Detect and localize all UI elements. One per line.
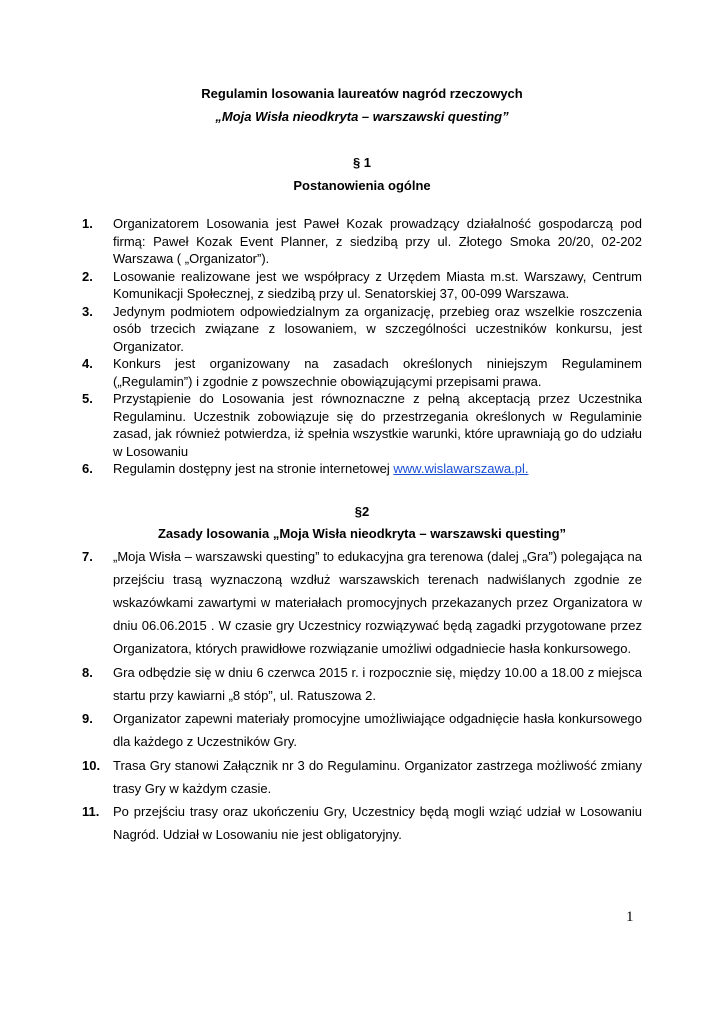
page-number: 1 [626,909,634,925]
item-number: 10. [82,757,101,773]
section-2-list [82,545,642,847]
item-text: Organizator zapewni materiały promocyjne umożliwiające odgadnięcie hasła konkursowego dla każdego z Uczestników Gry. [113,711,642,749]
item-text: Losowanie realizowane jest we współpracy z Urzędem Miasta m.st. Warszawy, Centrum Komunikacji Społecznej, z siedzibą przy ul. Senatorskiej 37, 00-099 Warszawa. [113,268,642,301]
item-text: Po przejściu trasy oraz ukończeniu Gry, Uczestnicy będą mogli wziąć udział w Losowaniu Nagród. Udział w Losowaniu nie jest obligatoryjny. [113,804,642,842]
item-number: 5. [82,391,93,406]
document-subtitle: „Moja Wisła nieodkryta – warszawski questing” [215,109,509,124]
list-item [82,545,642,660]
item-text: Przystąpienie do Losowania jest równoznaczne z pełną akceptacją przez Uczestnika Regulaminu. Uczestnik zobowiązuje się do przestrzegania określonych w Regulaminie zasad, jak również potwierdza, iż spełnia wszystkie warunki, które uprawniają go do udziału w Losowaniu [113,391,642,459]
item-text: Organizatorem Losowania jest Paweł Kozak prowadzący działalność gospodarczą pod firmą: Paweł Kozak Event Planner, z siedzibą przy ul. Złotego Smoka 20/20, 02-202 Warszawa ( „Organizator”). [113,216,642,266]
list-item [82,754,642,800]
website-link[interactable]: www.wislawarszawa.pl. [393,461,529,476]
item-text: Jedynym podmiotem odpowiedzialnym za organizację, przebieg oraz wszelkie roszczenia osób trzecich związane z losowaniem, w szczególności uczestników konkursu, jest Organizator. [113,303,642,354]
list-item [82,800,642,846]
item-number: 2. [82,268,93,284]
list-item [82,303,642,356]
item-text: „Moja Wisła – warszawski questing” to edukacyjna gra terenowa (dalej „Gra”) polegająca na przejściu trasą wyznaczoną wzdłuż warszawskich terenach nadwiślanych zgodnie ze wskazówkami zawartymi w materiałach promocyjnych przekazanych przez Organizatora w dniu 06.06.2015 . W czasie gry Uczestnicy rozwiązywać będą zagadki przygotowane przez Organizatora, których prawidłowe rozwiązanie umożliwi odgadniecie hasła konkursowego. [113,549,642,656]
item-text: Gra odbędzie się w dniu 6 czerwca 2015 r. i rozpocznie się, między 10.00 a 18.00 z miejsca startu przy kawiarni „8 stóp”, ul. Ratuszowa 2. [113,664,642,703]
list-item [82,707,642,753]
item-text: Konkurs jest organizowany na zasadach określonych niniejszym Regulaminem („Regulamin”) i zgodnie z powszechnie obowiązującymi przepisami prawa. [113,356,642,389]
list-item [82,661,642,707]
item-number: 7. [82,549,93,564]
item-number: 8. [82,664,93,680]
section-1-heading: Postanowienia ogólne [293,178,431,193]
section-1-list [82,215,642,478]
section-2-symbol: §2 [354,504,370,519]
item-number: 11. [82,804,100,819]
list-item [82,268,642,303]
document-title: Regulamin losowania laureatów nagród rzeczowych [201,86,523,101]
item-number: 4. [82,356,93,371]
item-text: Regulamin dostępny jest na stronie internetowej [113,461,394,476]
item-number: 1. [82,216,93,231]
section-1-symbol: § 1 [352,155,372,170]
list-item [82,355,642,390]
list-item [82,390,642,460]
item-number: 3. [82,303,93,319]
list-item [82,460,642,478]
section-2-heading: Zasady losowania „Moja Wisła nieodkryta – warszawski questing” [157,526,567,541]
item-number: 6. [82,461,93,476]
item-text: Trasa Gry stanowi Załącznik nr 3 do Regulaminu. Organizator zastrzega możliwość zmiany trasy Gry w każdym czasie. [113,757,642,796]
item-number: 9. [82,711,93,726]
list-item [82,215,642,268]
